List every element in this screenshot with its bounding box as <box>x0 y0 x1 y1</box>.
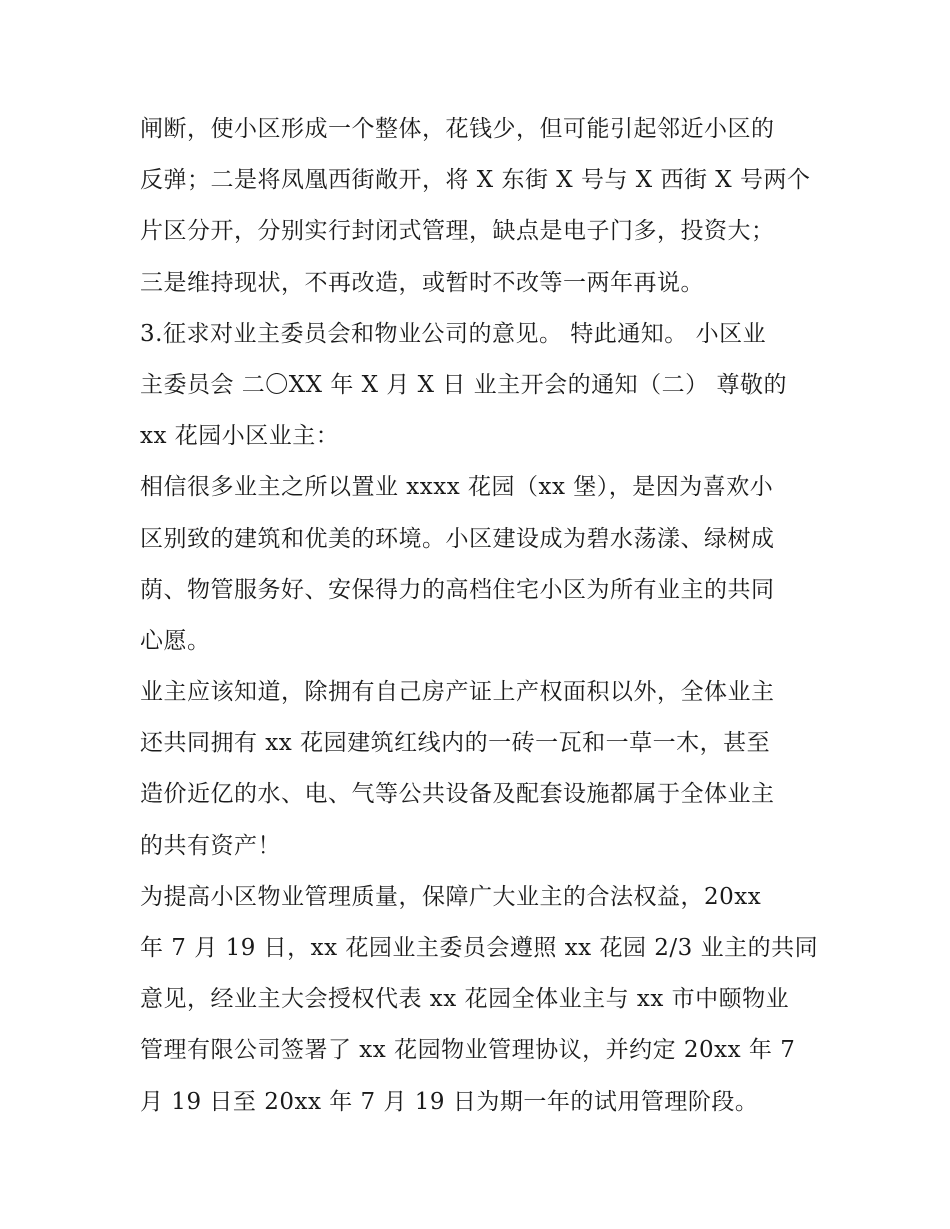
text-line: 的共有资产！ <box>140 832 281 859</box>
text-line: 造价近亿的水、电、气等公共设备及配套设施都属于全体业主 <box>140 781 775 808</box>
text-line: 反弹；二是将凤凰西街敞开，将 X 东街 X 号与 X 西街 X 号两个 <box>140 167 811 194</box>
text-line: 业主应该知道，除拥有自己房产证上产权面积以外，全体业主 <box>140 679 775 706</box>
text-line: 心愿。 <box>140 627 211 654</box>
text-line: 年 7 月 19 日，xx 花园业主委员会遵照 xx 花园 2/3 业主的共同 <box>140 935 819 961</box>
text-line: 意见，经业主大会授权代表 xx 花园全体业主与 xx 市中颐物业 <box>140 986 790 1013</box>
text-line: 还共同拥有 xx 花园建筑红线内的一砖一瓦和一草一木，甚至 <box>140 730 771 757</box>
text-line: 相信很多业主之所以置业 xxxx 花园（xx 堡），是因为喜欢小 <box>140 474 774 501</box>
text-line: xx 花园小区业主： <box>140 423 340 450</box>
text-line: 片区分开，分别实行封闭式管理，缺点是电子门多，投资大； <box>140 218 775 245</box>
text-line: 闸断，使小区形成一个整体，花钱少，但可能引起邻近小区的 <box>140 116 775 142</box>
text-line: 荫、物管服务好、安保得力的高档住宅小区为所有业主的共同 <box>140 576 775 603</box>
text-line: 月 19 日至 20xx 年 7 月 19 日为期一年的试用管理阶段。 <box>140 1088 759 1115</box>
document-body <box>140 104 820 1128</box>
text-line: 为提高小区物业管理质量，保障广大业主的合法权益，20xx <box>140 883 762 910</box>
text-line: 3.征求对业主委员会和物业公司的意见。 特此通知。 小区业 <box>140 320 767 347</box>
text-line: 区别致的建筑和优美的环境。小区建设成为碧水荡漾、绿树成 <box>140 525 775 552</box>
text-line: 管理有限公司签署了 xx 花园物业管理协议，并约定 20xx 年 7 <box>140 1037 796 1064</box>
text-line: 三是维持现状，不再改造，或暂时不改等一两年再说。 <box>140 269 704 296</box>
text-line: 主委员会 二〇XX 年 X 月 X 日 业主开会的通知（二） 尊敬的 <box>140 371 787 398</box>
